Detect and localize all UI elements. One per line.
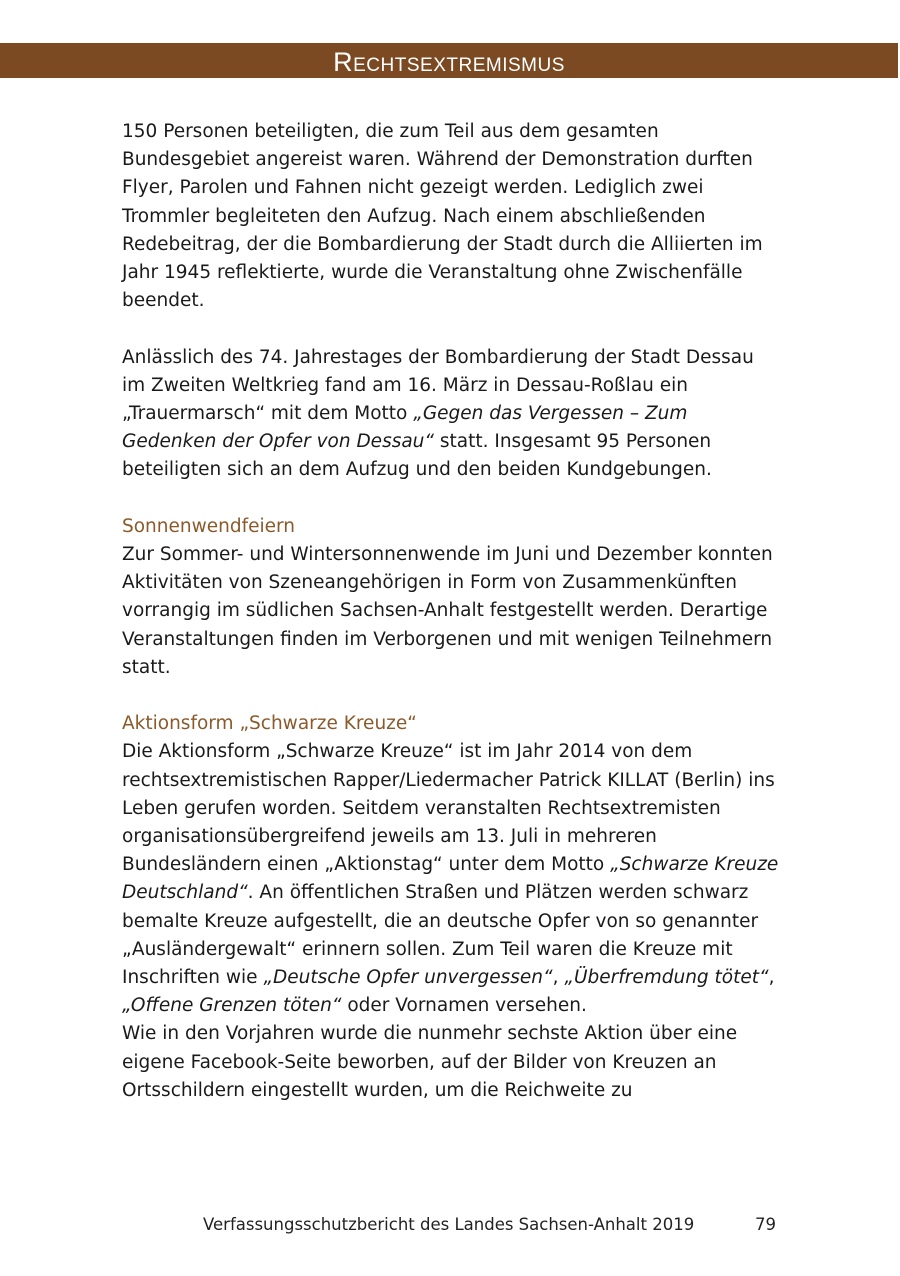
- page-body: [122, 118, 782, 1105]
- footer-title: Verfassungsschutzbericht des Landes Sachsen-Anhalt 2019: [203, 1215, 695, 1234]
- text-run: ,: [768, 967, 775, 989]
- text-run: Die Aktionsform „Schwarze Kreuze“ ist im Jahr 2014 von dem rechtsextremistischen Rapper/Liedermacher Patrick KILLAT (Berlin) ins Leben gerufen worden. Seitdem veranstalten Rechtsextremisten organisationsübergreifend jeweils am 13. Juli in mehreren Bundesländern einen „Aktionstag“ unter dem Motto: [122, 741, 775, 876]
- motto-italic: „Schwarze Kreuze Deutschland“: [122, 854, 779, 904]
- chapter-header-bar: [0, 43, 898, 78]
- motto-italic: „Gegen das Vergessen – Zum Gedenken der Opfer von Dessau“: [122, 403, 688, 453]
- paragraph-trauermarsch: [122, 344, 782, 485]
- chapter-title: Rechtsextremismus: [333, 47, 565, 77]
- inscription-italic: „Deutsche Opfer unvergessen“: [263, 967, 553, 989]
- section-heading-sonnenwendfeiern: Sonnenwendfeiern: [122, 515, 296, 537]
- inscription-italic: „Überfremdung tötet“: [564, 967, 769, 989]
- text-run: ,: [552, 967, 565, 989]
- paragraph-schwarze-kreuze: [122, 738, 782, 1020]
- paragraph-demonstration: 150 Personen beteiligten, die zum Teil aus dem gesamten Bundesgebiet angereist waren. Während der Demonstration durften Flyer, Parolen und Fahnen nicht gezeigt werden. Lediglich zwei Trommler begleiteten den Aufzug. Nach einem abschließenden Redebeitrag, der die Bombardierung der Stadt durch die Alliierten im Jahr 1945 reflektierte, wurde die Veranstaltung ohne Zwischenfälle beendet.: [122, 121, 763, 312]
- text-run: . An öffentlichen Straßen und Plätzen werden schwarz bemalte Kreuze aufgestellt, die an deutsche Opfer von so genannter „Ausländergewalt“ erinnern sollen. Zum Teil waren die Kreuze mit Inschriften wie: [122, 882, 759, 989]
- text-run: Anlässlich des 74. Jahrestages der Bombardierung der Stadt Dessau im Zweiten Weltkrieg fand am 16. März in Dessau-Roßlau ein „Trauermarsch“ mit dem Motto: [122, 346, 754, 425]
- page-number: 79: [755, 1215, 776, 1234]
- section-heading-schwarze-kreuze: Aktionsform „Schwarze Kreuze“: [122, 713, 417, 735]
- paragraph-sonnenwendfeiern: Zur Sommer- und Wintersonnenwende im Juni und Dezember konnten Aktivitäten von Szeneangehörigen in Form von Zusammenkünften vorrangig im südlichen Sachsen-Anhalt festgestellt werden. Derartige Veranstaltungen finden im Verborgenen und mit wenigen Teilnehmern statt.: [122, 544, 773, 678]
- inscription-italic: „Offene Grenzen töten“: [122, 995, 342, 1017]
- text-run: oder Vornamen versehen.: [341, 995, 587, 1017]
- paragraph-facebook: Wie in den Vorjahren wurde die nunmehr sechste Aktion über eine eigene Facebook-Seite beworben, auf der Bilder von Kreuzen an Ortsschildern eingestellt wurden, um die Reichweite zu: [122, 1023, 738, 1101]
- text-run: statt. Insgesamt 95 Personen beteiligten sich an dem Aufzug und den beiden Kundgebungen.: [122, 431, 712, 481]
